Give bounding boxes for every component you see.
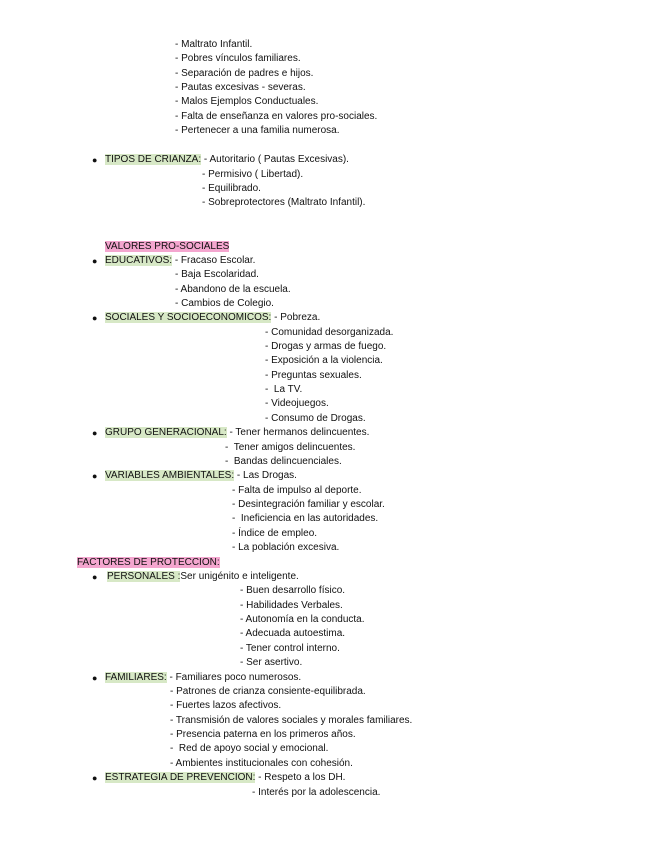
section-title [105, 241, 229, 253]
list-item: - Pautas excesivas - severas. [175, 82, 306, 93]
list-item: - Adecuada autoestima. [240, 628, 346, 639]
list-item: - Falta de impulso al deporte. [232, 485, 362, 496]
section-label: TIPOS DE CRIANZA: [105, 154, 202, 165]
familiares-row [105, 672, 301, 684]
list-item: - Malos Ejemplos Conductuales. [175, 96, 319, 107]
list-item: - Drogas y armas de fuego. [265, 341, 387, 352]
list-item: Ser unigénito e inteligente. [180, 571, 299, 582]
list-item: - Red de apoyo social y emocional. [170, 743, 329, 754]
list-item: - Patrones de crianza consiente-equilibrada. [170, 686, 366, 697]
list-item: - Maltrato Infantil. [175, 39, 253, 50]
section-label: GRUPO GENERACIONAL: [105, 427, 227, 438]
bullet-icon: ● [92, 256, 98, 266]
section-title [77, 557, 220, 569]
list-item: - Tener hermanos delincuentes. [226, 427, 370, 438]
grupo-row [105, 427, 369, 439]
list-item: - La TV. [265, 384, 303, 395]
list-item: - Autoritario ( Pautas Excesivas). [201, 154, 349, 165]
list-item: - Respeto a los DH. [255, 772, 346, 783]
list-item: - Falta de enseñanza en valores pro-sociales. [175, 111, 378, 122]
section-label: PERSONALES : [107, 571, 181, 582]
section-label: SOCIALES Y SOCIOECONOMICOS: [105, 312, 272, 323]
bullet-icon: ● [92, 471, 98, 481]
list-item: - Pobreza. [271, 312, 321, 323]
list-item: - Consumo de Drogas. [265, 413, 366, 424]
section-label: VARIABLES AMBIENTALES: [105, 470, 235, 481]
estrategia-row [105, 772, 345, 784]
list-item: - Tener amigos delincuentes. [225, 442, 356, 453]
list-item: - Autonomía en la conducta. [240, 614, 365, 625]
list-item: - Fracaso Escolar. [172, 255, 256, 266]
bullet-icon: ● [92, 155, 98, 165]
list-item: - Comunidad desorganizada. [265, 327, 394, 338]
list-item: - Buen desarrollo físico. [240, 585, 346, 596]
list-item: - Baja Escolaridad. [175, 269, 259, 280]
section-label: ESTRATEGIA DE PREVENCION: [105, 772, 256, 783]
list-item: - Exposición a la violencia. [265, 355, 383, 366]
list-item: - Transmisión de valores sociales y morales familiares. [170, 715, 413, 726]
list-item: - Habilidades Verbales. [240, 600, 343, 611]
list-item: - Desintegración familiar y escolar. [232, 499, 385, 510]
list-item: - Videojuegos. [265, 398, 329, 409]
list-item: - Familiares poco numerosos. [166, 672, 302, 683]
bullet-icon: ● [92, 428, 98, 438]
list-item: - Fuertes lazos afectivos. [170, 700, 282, 711]
list-item: - Tener control interno. [240, 643, 340, 654]
crianza-row [105, 154, 349, 166]
sociales-row [105, 312, 320, 324]
bullet-icon: ● [92, 673, 98, 683]
list-item: - Índice de empleo. [232, 528, 318, 539]
list-item: - Bandas delincuenciales. [225, 456, 342, 467]
list-item: - Abandono de la escuela. [175, 284, 291, 295]
list-item: - La población excesiva. [232, 542, 340, 553]
list-item: - Cambios de Colegio. [175, 298, 274, 309]
list-item: - Interés por la adolescencia. [252, 787, 381, 798]
section-label: FAMILIARES: [105, 672, 167, 683]
personales-row [107, 571, 299, 583]
list-item: - Separación de padres e hijos. [175, 68, 314, 79]
list-item: - Ambientes institucionales con cohesión. [170, 758, 353, 769]
list-item: - Presencia paterna en los primeros años. [170, 729, 356, 740]
educativos-row [105, 255, 255, 267]
section-label: EDUCATIVOS: [105, 255, 173, 266]
list-item: - Equilibrado. [202, 183, 261, 194]
list-item: - Sobreprotectores (Maltrato Infantil). [202, 197, 366, 208]
list-item: - Preguntas sexuales. [265, 370, 362, 381]
list-item: - Pobres vínculos familiares. [175, 53, 301, 64]
list-item: - Pertenecer a una familia numerosa. [175, 125, 340, 136]
bullet-icon: ● [92, 773, 98, 783]
list-item: - Permisivo ( Libertad). [202, 169, 304, 180]
list-item: - Las Drogas. [234, 470, 297, 481]
ambientales-row [105, 470, 297, 482]
bullet-icon: ● [92, 313, 98, 323]
list-item: - Ser asertivo. [240, 657, 303, 668]
section-title-text: VALORES PRO-SOCIALES [105, 241, 230, 252]
section-title-text: FACTORES DE PROTECCION: [77, 557, 220, 568]
bullet-icon: ● [92, 572, 98, 582]
list-item: - Ineficiencia en las autoridades. [232, 513, 379, 524]
